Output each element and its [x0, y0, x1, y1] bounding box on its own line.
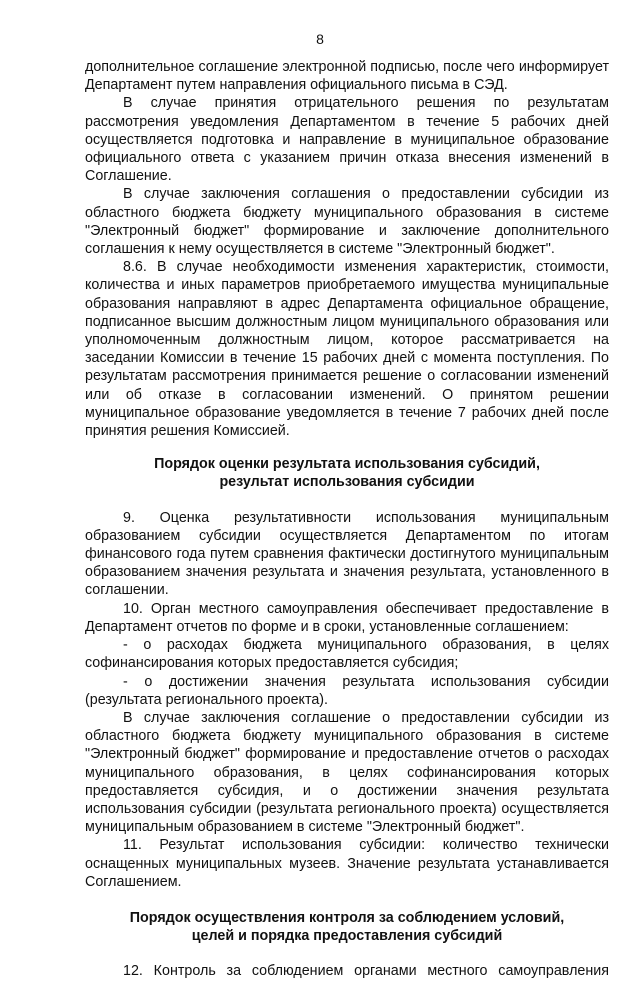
list-item-expenses: - о расходах бюджета муниципального образования, в целях софинансирования которых предоставляется субсидия; [85, 637, 609, 672]
paragraph-11: 11. Результат использования субсидии: количество технически оснащенных муниципальных музеев. Значение результата устанавливается Соглашением. [85, 837, 609, 890]
paragraph-negative-decision: В случае принятия отрицательного решения по результатам рассмотрения уведомления Департаментом в течение 5 рабочих дней осуществляется подготовка и направление в муниципальное образование официального ответа с указанием причин отказа внесения изменений в Соглашение. [85, 95, 609, 185]
heading-line: результат использования субсидии [219, 474, 475, 491]
paragraph-8-6: 8.6. В случае необходимости изменения характеристик, стоимости, количества и иных параметров приобретаемого имущества муниципальные образования направляют в адрес Департамента официальное обращение, подписанное высшим должностным лицом муниципального образования или уполномоченным должностным лицом, которое рассматривается на заседании Комиссии в течение 15 рабочих дней с момента поступления. По результатам рассмотрения принимается решение о согласовании изменений или об отказе в согласовании изменений. О принятом решении муниципальное образование уведомляется в течение 7 рабочих дней после принятия решения Комиссией. [85, 259, 609, 440]
page-number: 8 [316, 31, 324, 47]
section-heading-control [85, 909, 609, 945]
list-item-achievement: - о достижении значения результата использования субсидии (результата регионального проекта). [85, 673, 609, 708]
heading-line: Порядок осуществления контроля за соблюдением условий, [129, 909, 565, 926]
paragraph-10: 10. Орган местного самоуправления обеспечивает предоставление в Департамент отчетов по форме и в сроки, установленные соглашением: [85, 600, 609, 635]
paragraph-continuation: дополнительное соглашение электронной подписью, после чего информирует Департамент путем направления официального письма в СЭД. [85, 59, 609, 94]
paragraph-12: 12. Контроль за соблюдением органами местного самоуправления [123, 963, 609, 980]
paragraph-electronic-budget-reports: В случае заключения соглашение о предоставлении субсидии из областного бюджета бюджету муниципального образования в системе "Электронный бюджет" формирование и предоставление отчетов о расходах муниципального образования, в целях софинансирования которых предоставляется субсидия, и о достижении значения результата использования субсидии (результата регионального проекта) осуществляется муниципальным образованием в системе "Электронный бюджет". [85, 709, 609, 836]
document-body [85, 58, 609, 981]
heading-line: Порядок оценки результата использования субсидий, [154, 456, 540, 473]
section-heading-evaluation [85, 455, 609, 491]
paragraph-9: 9. Оценка результативности использования муниципальным образованием субсидии осуществляется Департаментом по итогам финансового года путем сравнения фактически достигнутого муниципальным образованием значения результата и значения результата, установленного в соглашении. [85, 509, 609, 599]
heading-line: целей и порядка предоставления субсидий [191, 928, 503, 945]
paragraph-electronic-budget: В случае заключения соглашения о предоставлении субсидии из областного бюджета бюджету муниципального образования в системе "Электронный бюджет" формирование и заключение дополнительного соглашения к нему осуществляется в системе "Электронный бюджет". [85, 186, 609, 258]
